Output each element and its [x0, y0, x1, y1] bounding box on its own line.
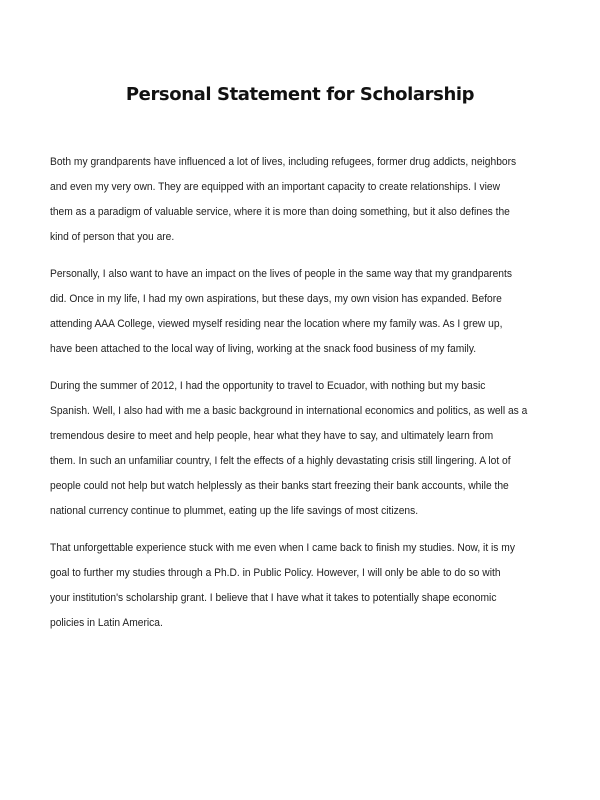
text-line: and even my very own. They are equipped with an important capacity to create relationships. I view — [50, 181, 500, 193]
text-line: attending AAA College, viewed myself residing near the location where my family was. As I grew up, — [50, 318, 503, 330]
document-body — [50, 150, 540, 648]
text-line: them as a paradigm of valuable service, where it is more than doing something, but it also defines the — [50, 206, 510, 218]
text-line: them. In such an unfamiliar country, I felt the effects of a highly devastating crisis still lingering. A lot of — [50, 455, 511, 467]
text-line: goal to further my studies through a Ph.D. in Public Policy. However, I will only be able to do so with — [50, 567, 501, 579]
text-line: That unforgettable experience stuck with me even when I came back to finish my studies. Now, it is my — [50, 542, 515, 554]
text-line: people could not help but watch helplessly as their banks start freezing their bank accounts, while the — [50, 480, 509, 492]
text-line: have been attached to the local way of living, working at the snack food business of my family. — [50, 343, 477, 355]
paragraph-4 — [50, 536, 540, 636]
text-line: your institution's scholarship grant. I believe that I have what it takes to potentially shape economic — [50, 592, 497, 604]
text-line: Personally, I also want to have an impact on the lives of people in the same way that my grandparents — [50, 268, 512, 280]
paragraph-3 — [50, 374, 540, 524]
text-line: During the summer of 2012, I had the opportunity to travel to Ecuador, with nothing but my basic — [50, 380, 486, 392]
text-line: Both my grandparents have influenced a lot of lives, including refugees, former drug addicts, neighbors — [50, 156, 517, 168]
document-title: Personal Statement for Scholarship — [125, 84, 475, 105]
text-line: kind of person that you are. — [50, 231, 175, 243]
text-line: national currency continue to plummet, eating up the life savings of most citizens. — [50, 505, 419, 517]
text-line: tremendous desire to meet and help people, hear what they have to say, and ultimately learn from — [50, 430, 494, 442]
text-line: policies in Latin America. — [50, 617, 163, 629]
paragraph-2 — [50, 262, 540, 362]
text-line: did. Once in my life, I had my own aspirations, but these days, my own vision has expanded. Before — [50, 293, 502, 305]
paragraph-1 — [50, 150, 540, 250]
text-line: Spanish. Well, I also had with me a basic background in international economics and politics, as well as a — [50, 405, 528, 417]
